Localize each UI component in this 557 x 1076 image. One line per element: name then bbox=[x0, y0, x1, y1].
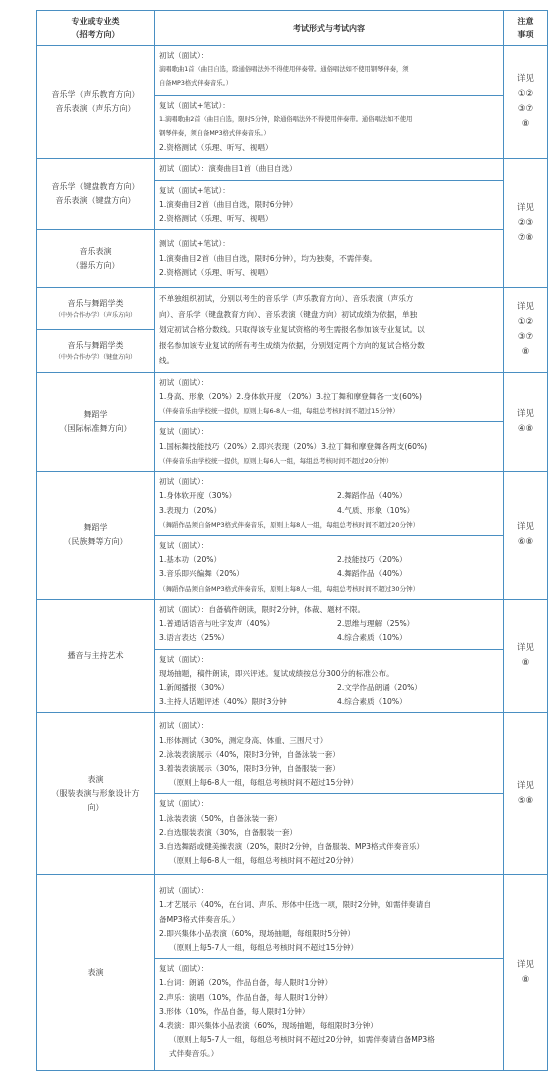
retest-block: 复试（面试+笔试）： 1.演奏曲目2首（曲目自选，限时6分钟） 2.资格测试（乐理、听写、视唱） bbox=[155, 180, 503, 230]
table-row bbox=[37, 288, 548, 330]
note-cell: 详见 ②③ ⑦⑧ bbox=[504, 159, 548, 288]
content-cell bbox=[155, 159, 504, 230]
content-cell bbox=[155, 875, 504, 1071]
content-cell bbox=[155, 288, 504, 373]
joint-block: 不单独组织初试，分别以考生的音乐学（声乐教育方向）、音乐表演（声乐方 向）、音乐学（键盘教育方向）、音乐表演（键盘方向）初试成绩为依据，单独 划定初试合格分数线。只取得该专业复试资格的考生需报名参加该专业复试。以 报名参加该专业复试的所有考生成绩为依据，分别划定两个方向的复试合格分数 线。 bbox=[159, 294, 425, 366]
major-cell: 音乐与舞蹈学类 （中外合作办学）（声乐方向） bbox=[37, 288, 155, 330]
preliminary-block: 初试（面试）： 1.身体软开度（30%） 2.舞蹈作品（40%） 3.表现力（20%） 4.气质、形象（10%） （舞蹈作品须自备MP3格式伴奏音乐，原则上每8人一组，每组总考核时间不超过20分钟） bbox=[159, 477, 420, 529]
major-cell: 表演 （服装表演与形象设计方 向） bbox=[37, 713, 155, 875]
table-row bbox=[37, 159, 548, 230]
retest-block: 复试（面试）： 1.基本功（20%） 2.技能技巧（20%） 3.音乐即兴编舞（20%） 4.舞蹈作品（40%） （舞蹈作品须自备MP3格式伴奏音乐，原则上每8人一组，每组总考核时间不超过30分钟） bbox=[155, 535, 503, 599]
header-major: 专业或专业类 （招考方向） bbox=[37, 11, 155, 46]
content-cell bbox=[155, 230, 504, 288]
table-row bbox=[37, 599, 548, 712]
preliminary-block: 初试（面试）：自备稿件朗读，限时2分钟，体裁、题材不限。 1.普通话语音与吐字发声（40%） 2.思维与理解（25%） 3.语言表达（25%） 4.综合素质（10%） bbox=[159, 604, 415, 643]
retest-block: 复试（面试）： 1.国标舞技能技巧（20%）2.即兴表现（20%）3.拉丁舞和摩登舞各两支(60%) （伴奏音乐由学校统一提供，原则上每6人一组，每组总考核时间不超过20分钟） bbox=[155, 421, 503, 471]
major-cell: 音乐学（声乐教育方向） 音乐表演（声乐方向） bbox=[37, 46, 155, 159]
header-notes: 注意 事项 bbox=[504, 11, 548, 46]
table-row bbox=[37, 713, 548, 875]
preliminary-block: 初试（面试）： 演唱歌曲1首（曲目自选，除通俗唱法外不得使用伴奏带。通俗唱法如不使用钢琴伴奏，须 自备MP3格式伴奏音乐。） bbox=[159, 51, 409, 88]
content-cell bbox=[155, 46, 504, 159]
major-cell: 音乐与舞蹈学类 （中外合作办学）（键盘方向） bbox=[37, 330, 155, 372]
content-cell bbox=[155, 599, 504, 712]
table-row bbox=[37, 875, 548, 1071]
test-block: 测试（面试+笔试）： 1.演奏曲目2首（曲目自选，限时6分钟），均为独奏，不需伴奏。 2.资格测试（乐理、听写、视唱） bbox=[159, 239, 378, 277]
table-row bbox=[37, 471, 548, 599]
table-row bbox=[37, 46, 548, 159]
major-cell: 音乐表演 （器乐方向） bbox=[37, 230, 155, 288]
preliminary-block: 初试（面试）： 1.身高、形象（20%）2.身体软开度 （20%）3.拉丁舞和摩登舞各一支(60%) （伴奏音乐由学校统一提供，原则上每6-8人一组，每组总考核时间不超过15分钟） bbox=[159, 377, 422, 416]
note-cell: 详见 ⑥⑧ bbox=[504, 471, 548, 599]
content-cell bbox=[155, 713, 504, 875]
major-cell: 音乐学（键盘教育方向） 音乐表演（键盘方向） bbox=[37, 159, 155, 230]
header-row bbox=[37, 11, 548, 46]
retest-block: 复试（面试）： 1.泳装表演（50%，自备泳装一套） 2.自选服装表演（30%，自备服装一套） 3.自选舞蹈或健美操表演（20%，限时2分钟，自备服装、MP3格式伴奏音乐） （原则上每6-8人一组，每组总考核时间不超过20分钟） bbox=[155, 793, 503, 871]
preliminary-block: 初试（面试）： 1.才艺展示（40%，在台词、声乐、形体中任选一项，限时2分钟，如需伴奏请自 备MP3格式伴奏音乐。） 2.即兴集体小品表演（60%，现场抽题，每组限时5分钟） （原则上每5-7人一组，每组总考核时间不超过15分钟） bbox=[159, 886, 431, 952]
note-cell: 详见 ④⑧ bbox=[504, 372, 548, 471]
note-cell: 详见 ①② ③⑦ ⑧ bbox=[504, 288, 548, 373]
preliminary-block: 初试（面试）：演奏曲目1首（曲目自选） bbox=[159, 164, 297, 174]
exam-table bbox=[36, 10, 548, 1071]
major-cell: 舞蹈学 （民族舞等方向） bbox=[37, 471, 155, 599]
retest-block: 复试（面试+笔试）： 1.演唱歌曲2首（曲目自选，限时5分钟，除通俗唱法外不得使用伴奏带。通俗唱法如不使用 钢琴伴奏，须自备MP3格式伴奏音乐。） 2.资格测试（乐理、听写、视唱） bbox=[155, 95, 503, 159]
major-cell: 表演 bbox=[37, 875, 155, 1071]
table-row bbox=[37, 230, 548, 288]
content-cell bbox=[155, 372, 504, 471]
table-row bbox=[37, 372, 548, 471]
note-cell: 详见 ①② ③⑦ ⑧ bbox=[504, 46, 548, 159]
retest-block: 复试（面试）： 现场抽题，稿件朗读，即兴评述。复试成绩按总分300分的标准公布。 1.新闻播报（30%） 2.文学作品朗诵（20%） 3.主持人话题评述（40%）限时3分钟 4.综合素质（10%） bbox=[155, 649, 503, 713]
major-cell: 播音与主持艺术 bbox=[37, 599, 155, 712]
major-cell: 舞蹈学 （国际标准舞方向） bbox=[37, 372, 155, 471]
preliminary-block: 初试（面试）： 1.形体测试（30%，测定身高、体重、三围尺寸） 2.泳装表演展示（40%，限时3分钟，自备泳装一套） 3.着装表演展示（30%，限时3分钟，自备服装一套） （原则上每6-8人一组，每组总考核时间不超过15分钟） bbox=[159, 721, 359, 788]
header-content: 考试形式与考试内容 bbox=[155, 11, 504, 46]
note-cell: 详见 ⑧ bbox=[504, 875, 548, 1071]
retest-block: 复试（面试）： 1.台词：朗诵（20%，作品自备，每人限时1分钟） 2.声乐：演唱（10%，作品自备，每人限时1分钟） 3.形体（10%，作品自备，每人限时1分钟） 4.表演：即兴集体小品表演（60%，现场抽题，每组限时3分钟） （原则上每5-7人一组，每组总考核时间不超过20分钟，如需伴奏请自备MP3格 式伴奏音乐。） bbox=[155, 958, 503, 1064]
note-cell: 详见 ⑤⑧ bbox=[504, 713, 548, 875]
content-cell bbox=[155, 471, 504, 599]
note-cell: 详见 ⑧ bbox=[504, 599, 548, 712]
